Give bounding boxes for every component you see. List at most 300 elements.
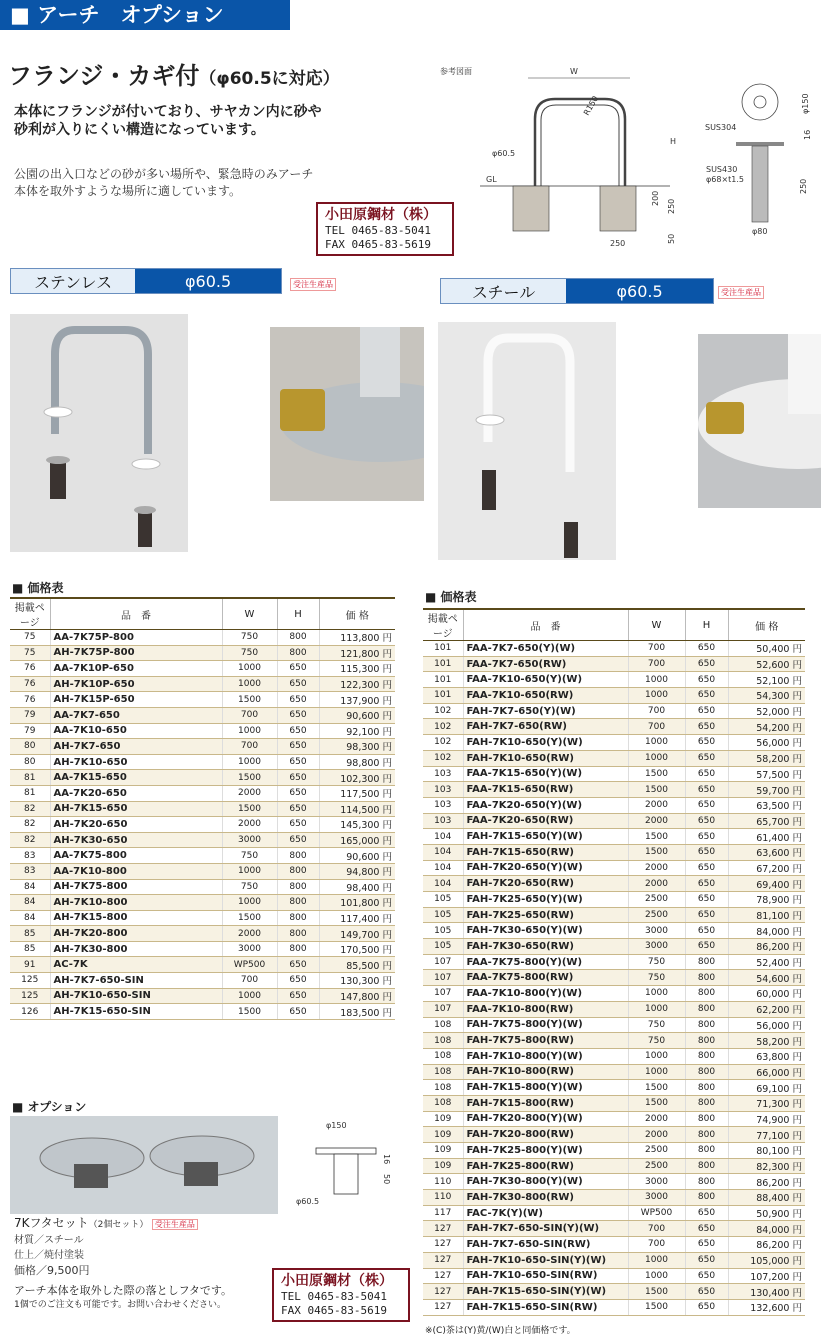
- option-drawing: [296, 1118, 396, 1208]
- table-row: [10, 910, 395, 926]
- cell-price: 65,700 円: [728, 813, 805, 829]
- cell-price: 132,600 円: [728, 1299, 805, 1315]
- cell-w: 2000: [222, 817, 277, 833]
- option-name: 7Kフタセット: [14, 1216, 89, 1230]
- cell-h: 650: [277, 770, 319, 786]
- dim-d150: φ150: [801, 93, 810, 114]
- cell-w: 1500: [628, 766, 685, 782]
- cell-part-number: FAH-7K20-650(Y)(W): [463, 860, 628, 876]
- sus430-label: SUS430: [706, 165, 738, 174]
- cell-page: 85: [10, 941, 50, 957]
- cell-w: 1500: [222, 801, 277, 817]
- cell-page: 110: [423, 1174, 463, 1190]
- cell-price: 52,100 円: [728, 672, 805, 688]
- cell-w: 700: [628, 1221, 685, 1237]
- cell-h: 650: [685, 813, 728, 829]
- table-row: [10, 957, 395, 973]
- cell-part-number: FAH-7K10-650(Y)(W): [463, 735, 628, 751]
- cell-part-number: FAH-7K7-650(Y)(W): [463, 703, 628, 719]
- cell-h: 650: [685, 1221, 728, 1237]
- cell-h: 650: [277, 973, 319, 989]
- cell-part-number: AH-7K10-650-SIN: [50, 988, 222, 1004]
- option-note-2: 1個でのご注文も可能です。お問い合わせください。: [14, 1300, 227, 1310]
- cell-w: 2500: [628, 1158, 685, 1174]
- cell-part-number: FAA-7K10-650(RW): [463, 688, 628, 704]
- cell-page: 127: [423, 1221, 463, 1237]
- cell-w: 750: [628, 1033, 685, 1049]
- cell-h: 650: [685, 688, 728, 704]
- dealer-fax: FAX 0465-83-5619: [281, 1304, 387, 1317]
- table-row: [423, 719, 805, 735]
- cell-h: 650: [277, 801, 319, 817]
- cell-w: 700: [222, 973, 277, 989]
- cell-h: 650: [685, 735, 728, 751]
- cell-w: 2000: [628, 860, 685, 876]
- cell-w: 1500: [222, 1004, 277, 1020]
- cell-h: 800: [685, 1127, 728, 1143]
- cell-page: 108: [423, 1017, 463, 1033]
- cell-price: 67,200 円: [728, 860, 805, 876]
- cell-page: 109: [423, 1158, 463, 1174]
- opt-dim-d605: φ60.5: [296, 1197, 320, 1206]
- cell-w: 1000: [628, 735, 685, 751]
- cell-h: 650: [685, 656, 728, 672]
- cell-page: 105: [423, 907, 463, 923]
- cell-part-number: FAH-7K30-650(Y)(W): [463, 923, 628, 939]
- table-row: [10, 817, 395, 833]
- cell-page: 127: [423, 1284, 463, 1300]
- table-row: [423, 1237, 805, 1253]
- option-info: [14, 1216, 274, 1278]
- cell-price: 57,500 円: [728, 766, 805, 782]
- cell-w: 700: [628, 719, 685, 735]
- cell-part-number: AH-7K15-650: [50, 801, 222, 817]
- cell-h: 650: [685, 1237, 728, 1253]
- cell-w: 2500: [628, 907, 685, 923]
- table-row: [423, 750, 805, 766]
- table-row: [10, 739, 395, 755]
- cell-part-number: FAA-7K75-800(RW): [463, 970, 628, 986]
- dealer-fax: FAX 0465-83-5619: [325, 238, 431, 251]
- option-price: 価格／9,500円: [14, 1264, 90, 1277]
- cell-w: 1500: [222, 910, 277, 926]
- cell-price: 102,300 円: [319, 770, 395, 786]
- table-row: [10, 988, 395, 1004]
- cell-page: 80: [10, 754, 50, 770]
- cell-part-number: AA-7K75-800: [50, 848, 222, 864]
- table-row: [423, 923, 805, 939]
- table-row: [423, 656, 805, 672]
- cell-w: 2500: [628, 1143, 685, 1159]
- cell-page: 76: [10, 661, 50, 677]
- cell-price: 86,200 円: [728, 1237, 805, 1253]
- cell-part-number: AC-7K: [50, 957, 222, 973]
- cell-price: 52,400 円: [728, 954, 805, 970]
- cell-price: 86,200 円: [728, 1174, 805, 1190]
- cell-price: 74,900 円: [728, 1111, 805, 1127]
- table-row: [423, 672, 805, 688]
- cell-w: 700: [222, 707, 277, 723]
- table-row: [423, 766, 805, 782]
- table-row: [10, 723, 395, 739]
- cell-h: 800: [685, 1048, 728, 1064]
- cell-part-number: AH-7K20-650: [50, 817, 222, 833]
- cell-h: 650: [277, 785, 319, 801]
- cell-h: 650: [685, 750, 728, 766]
- cell-w: 700: [628, 641, 685, 657]
- cell-part-number: AH-7K30-800: [50, 941, 222, 957]
- cell-h: 650: [685, 907, 728, 923]
- cell-page: 82: [10, 801, 50, 817]
- table-row: [10, 707, 395, 723]
- cell-page: 101: [423, 688, 463, 704]
- cell-price: 85,500 円: [319, 957, 395, 973]
- cell-page: 125: [10, 988, 50, 1004]
- cell-page: 79: [10, 723, 50, 739]
- steel-lock-closeup: [698, 334, 821, 508]
- cell-part-number: FAH-7K15-650-SIN(RW): [463, 1299, 628, 1315]
- table-row: [423, 1127, 805, 1143]
- cell-price: 130,300 円: [319, 973, 395, 989]
- cell-price: 98,800 円: [319, 754, 395, 770]
- dim-250b: 250: [610, 239, 626, 248]
- table-row: [423, 1111, 805, 1127]
- cell-h: 800: [685, 1190, 728, 1206]
- cell-price: 170,500 円: [319, 941, 395, 957]
- cell-page: 82: [10, 832, 50, 848]
- cell-price: 69,100 円: [728, 1080, 805, 1096]
- cell-w: 1500: [628, 829, 685, 845]
- cell-page: 101: [423, 641, 463, 657]
- cell-page: 102: [423, 719, 463, 735]
- cell-page: 127: [423, 1299, 463, 1315]
- cell-price: 63,800 円: [728, 1048, 805, 1064]
- cell-price: 80,100 円: [728, 1143, 805, 1159]
- col-h: H: [277, 598, 319, 630]
- sus304-label: SUS304: [705, 123, 737, 132]
- cell-page: 127: [423, 1237, 463, 1253]
- cell-h: 800: [685, 970, 728, 986]
- cell-page: 109: [423, 1143, 463, 1159]
- cell-w: WP500: [222, 957, 277, 973]
- cell-part-number: FAH-7K7-650(RW): [463, 719, 628, 735]
- cell-price: 165,000 円: [319, 832, 395, 848]
- cell-price: 115,300 円: [319, 661, 395, 677]
- dim-phi: φ60.5: [492, 149, 516, 158]
- table-header: [10, 598, 395, 630]
- table-row: [10, 770, 395, 786]
- cell-page: 108: [423, 1064, 463, 1080]
- cell-part-number: FAH-7K7-650-SIN(Y)(W): [463, 1221, 628, 1237]
- cell-part-number: AH-7K10P-650: [50, 676, 222, 692]
- cell-h: 650: [277, 957, 319, 973]
- stainless-lock-closeup: [270, 327, 424, 501]
- cell-page: 85: [10, 926, 50, 942]
- cell-price: 147,800 円: [319, 988, 395, 1004]
- product-description: 公園の出入口などの砂が多い場所や、緊急時のみアーチ本体を取外すような場所に適しています。: [14, 167, 314, 198]
- dealer-stamp: [316, 202, 454, 256]
- option-note-1: アーチ本体を取外した際の落としフタです。: [14, 1284, 233, 1297]
- cell-part-number: AA-7K10P-650: [50, 661, 222, 677]
- cell-part-number: AH-7K15-800: [50, 910, 222, 926]
- table-row: [10, 661, 395, 677]
- table-row: [423, 986, 805, 1002]
- cell-h: 650: [685, 797, 728, 813]
- table-row: [423, 1064, 805, 1080]
- cell-price: 84,000 円: [728, 923, 805, 939]
- cell-h: 650: [685, 719, 728, 735]
- cell-page: 91: [10, 957, 50, 973]
- cell-part-number: FAA-7K10-800(RW): [463, 1001, 628, 1017]
- cell-part-number: FAH-7K10-650-SIN(RW): [463, 1268, 628, 1284]
- cell-page: 82: [10, 817, 50, 833]
- cell-price: 60,000 円: [728, 986, 805, 1002]
- cell-part-number: FAH-7K75-800(Y)(W): [463, 1017, 628, 1033]
- cell-part-number: FAH-7K7-650-SIN(RW): [463, 1237, 628, 1253]
- cell-price: 71,300 円: [728, 1095, 805, 1111]
- cell-h: 650: [685, 892, 728, 908]
- cell-w: 1000: [222, 661, 277, 677]
- cell-page: 125: [10, 973, 50, 989]
- table-row: [423, 907, 805, 923]
- table-row: [10, 630, 395, 646]
- table-row: [423, 1221, 805, 1237]
- price-table-stainless: [10, 597, 395, 1020]
- option-note: [14, 1284, 274, 1312]
- cell-h: 650: [685, 782, 728, 798]
- table-row: [423, 1205, 805, 1221]
- cell-part-number: FAH-7K75-800(RW): [463, 1033, 628, 1049]
- cell-w: 750: [222, 645, 277, 661]
- cell-part-number: FAA-7K20-650(Y)(W): [463, 797, 628, 813]
- cell-w: 1000: [628, 688, 685, 704]
- cell-page: 84: [10, 910, 50, 926]
- col-w: W: [628, 609, 685, 641]
- opt-dim-16: 16: [382, 1154, 391, 1165]
- table-row: [423, 1190, 805, 1206]
- table-row: [10, 1004, 395, 1020]
- cell-h: 650: [685, 766, 728, 782]
- table-row: [423, 939, 805, 955]
- cell-w: 750: [222, 630, 277, 646]
- steel-arch-photo: [438, 322, 616, 560]
- cell-w: 1000: [222, 754, 277, 770]
- flange-top-view: [742, 84, 778, 120]
- cell-w: 1000: [222, 863, 277, 879]
- cell-w: 1000: [628, 986, 685, 1002]
- cell-w: 1000: [222, 895, 277, 911]
- table-row: [423, 813, 805, 829]
- cell-w: 1500: [628, 1284, 685, 1300]
- cell-w: 1000: [628, 1268, 685, 1284]
- col-price: 価 格: [728, 609, 805, 641]
- cell-page: 127: [423, 1268, 463, 1284]
- cell-part-number: FAA-7K15-650(RW): [463, 782, 628, 798]
- cell-h: 800: [685, 1095, 728, 1111]
- cell-h: 800: [685, 1174, 728, 1190]
- cell-h: 650: [277, 817, 319, 833]
- cell-w: 750: [628, 1017, 685, 1033]
- cell-w: 1000: [628, 1064, 685, 1080]
- cell-w: 1500: [222, 770, 277, 786]
- table-row: [423, 829, 805, 845]
- cell-part-number: FAH-7K30-800(Y)(W): [463, 1174, 628, 1190]
- price-table-1-heading: ■ 価格表: [12, 581, 64, 595]
- cell-w: 2000: [222, 785, 277, 801]
- cell-h: 650: [277, 988, 319, 1004]
- cell-price: 54,600 円: [728, 970, 805, 986]
- cell-h: 650: [685, 860, 728, 876]
- price-table-2-heading: ■ 価格表: [425, 590, 477, 604]
- cell-h: 650: [685, 844, 728, 860]
- cell-price: 69,400 円: [728, 876, 805, 892]
- cell-page: 75: [10, 645, 50, 661]
- table-row: [10, 879, 395, 895]
- cell-page: 107: [423, 954, 463, 970]
- cell-page: 107: [423, 986, 463, 1002]
- cell-h: 800: [685, 986, 728, 1002]
- sleeve-pipe: [752, 146, 768, 222]
- table-row: [423, 1158, 805, 1174]
- option-heading: ■ オプション: [12, 1100, 87, 1114]
- cell-page: 108: [423, 1033, 463, 1049]
- cell-part-number: FAH-7K20-800(Y)(W): [463, 1111, 628, 1127]
- cell-part-number: AH-7K75P-800: [50, 645, 222, 661]
- cell-page: 109: [423, 1127, 463, 1143]
- cell-price: 54,300 円: [728, 688, 805, 704]
- cell-part-number: AH-7K7-650-SIN: [50, 973, 222, 989]
- cell-price: 98,400 円: [319, 879, 395, 895]
- cell-part-number: AH-7K30-650: [50, 832, 222, 848]
- cell-part-number: FAC-7K(Y)(W): [463, 1205, 628, 1221]
- cell-page: 75: [10, 630, 50, 646]
- cell-h: 650: [685, 672, 728, 688]
- cell-part-number: FAA-7K75-800(Y)(W): [463, 954, 628, 970]
- cell-part-number: FAH-7K15-650-SIN(Y)(W): [463, 1284, 628, 1300]
- cell-price: 90,600 円: [319, 848, 395, 864]
- cell-page: 102: [423, 735, 463, 751]
- cell-page: 80: [10, 739, 50, 755]
- steel-diameter: φ60.5: [566, 279, 713, 303]
- cell-w: 3000: [628, 1190, 685, 1206]
- table-row: [423, 1080, 805, 1096]
- cell-price: 58,200 円: [728, 1033, 805, 1049]
- cell-price: 52,600 円: [728, 656, 805, 672]
- cell-h: 650: [277, 754, 319, 770]
- cell-page: 102: [423, 703, 463, 719]
- dim-d80: φ80: [752, 227, 768, 236]
- product-lead: 本体にフランジが付いており、サヤカン内に砂や砂利が入りにくい構造になっています。: [14, 104, 322, 138]
- col-h: H: [685, 609, 728, 641]
- cell-page: 108: [423, 1095, 463, 1111]
- cell-page: 104: [423, 860, 463, 876]
- stainless-arch-photo: [10, 314, 188, 552]
- cell-h: 800: [685, 1080, 728, 1096]
- cell-page: 108: [423, 1080, 463, 1096]
- cell-price: 130,400 円: [728, 1284, 805, 1300]
- table-row: [423, 703, 805, 719]
- foundation-left: [513, 186, 549, 231]
- cell-part-number: FAH-7K10-650(RW): [463, 750, 628, 766]
- table-row: [423, 844, 805, 860]
- cell-price: 98,300 円: [319, 739, 395, 755]
- cell-page: 101: [423, 672, 463, 688]
- table-row: [423, 1017, 805, 1033]
- cell-part-number: FAA-7K15-650(Y)(W): [463, 766, 628, 782]
- cell-part-number: FAH-7K25-800(RW): [463, 1158, 628, 1174]
- col-price: 価 格: [319, 598, 395, 630]
- cell-part-number: FAH-7K15-800(RW): [463, 1095, 628, 1111]
- cell-h: 650: [685, 829, 728, 845]
- table-row: [423, 1095, 805, 1111]
- cell-page: 103: [423, 797, 463, 813]
- table-row: [423, 1048, 805, 1064]
- dealer-tel: TEL 0465-83-5041: [325, 224, 431, 237]
- cell-page: 76: [10, 676, 50, 692]
- cell-w: 1000: [628, 1001, 685, 1017]
- cell-w: 2000: [628, 876, 685, 892]
- cell-part-number: FAH-7K15-800(Y)(W): [463, 1080, 628, 1096]
- cell-price: 88,400 円: [728, 1190, 805, 1206]
- cell-h: 650: [685, 939, 728, 955]
- table-row: [10, 941, 395, 957]
- cell-part-number: FAH-7K15-650(Y)(W): [463, 829, 628, 845]
- cell-part-number: FAH-7K30-800(RW): [463, 1190, 628, 1206]
- cell-page: 103: [423, 782, 463, 798]
- cell-w: 1500: [628, 1299, 685, 1315]
- stainless-label: [10, 268, 282, 294]
- cell-price: 94,800 円: [319, 863, 395, 879]
- cell-w: 1000: [222, 988, 277, 1004]
- cell-price: 122,300 円: [319, 676, 395, 692]
- cell-h: 650: [685, 703, 728, 719]
- cell-page: 104: [423, 876, 463, 892]
- cell-price: 56,000 円: [728, 735, 805, 751]
- cell-page: 103: [423, 766, 463, 782]
- cell-page: 83: [10, 848, 50, 864]
- cell-h: 800: [277, 941, 319, 957]
- cell-w: 700: [628, 703, 685, 719]
- cell-w: 1500: [628, 782, 685, 798]
- cell-h: 800: [277, 630, 319, 646]
- reference-drawing: [440, 64, 820, 254]
- dim-200: 200: [651, 190, 660, 206]
- col-page: 掲載ページ: [423, 609, 463, 641]
- cell-w: 3000: [628, 939, 685, 955]
- cell-page: 108: [423, 1048, 463, 1064]
- cell-part-number: FAH-7K30-650(RW): [463, 939, 628, 955]
- dealer-name: 小田原鋼材（株）: [325, 207, 437, 223]
- cell-price: 113,800 円: [319, 630, 395, 646]
- cell-w: 1000: [628, 672, 685, 688]
- table-row: [10, 832, 395, 848]
- steel-material: スチール: [441, 279, 566, 303]
- cell-page: 109: [423, 1111, 463, 1127]
- cell-price: 62,200 円: [728, 1001, 805, 1017]
- cell-h: 650: [277, 661, 319, 677]
- cell-part-number: FAH-7K20-650(RW): [463, 876, 628, 892]
- table-row: [10, 692, 395, 708]
- dealer-stamp-2: [272, 1268, 410, 1322]
- cell-price: 52,000 円: [728, 703, 805, 719]
- table-row: [423, 1143, 805, 1159]
- cell-h: 800: [685, 1143, 728, 1159]
- pipe-label: φ68×t1.5: [706, 175, 745, 184]
- cell-page: 81: [10, 785, 50, 801]
- cell-part-number: FAH-7K20-800(RW): [463, 1127, 628, 1143]
- cell-part-number: AA-7K20-650: [50, 785, 222, 801]
- cell-w: 2000: [628, 813, 685, 829]
